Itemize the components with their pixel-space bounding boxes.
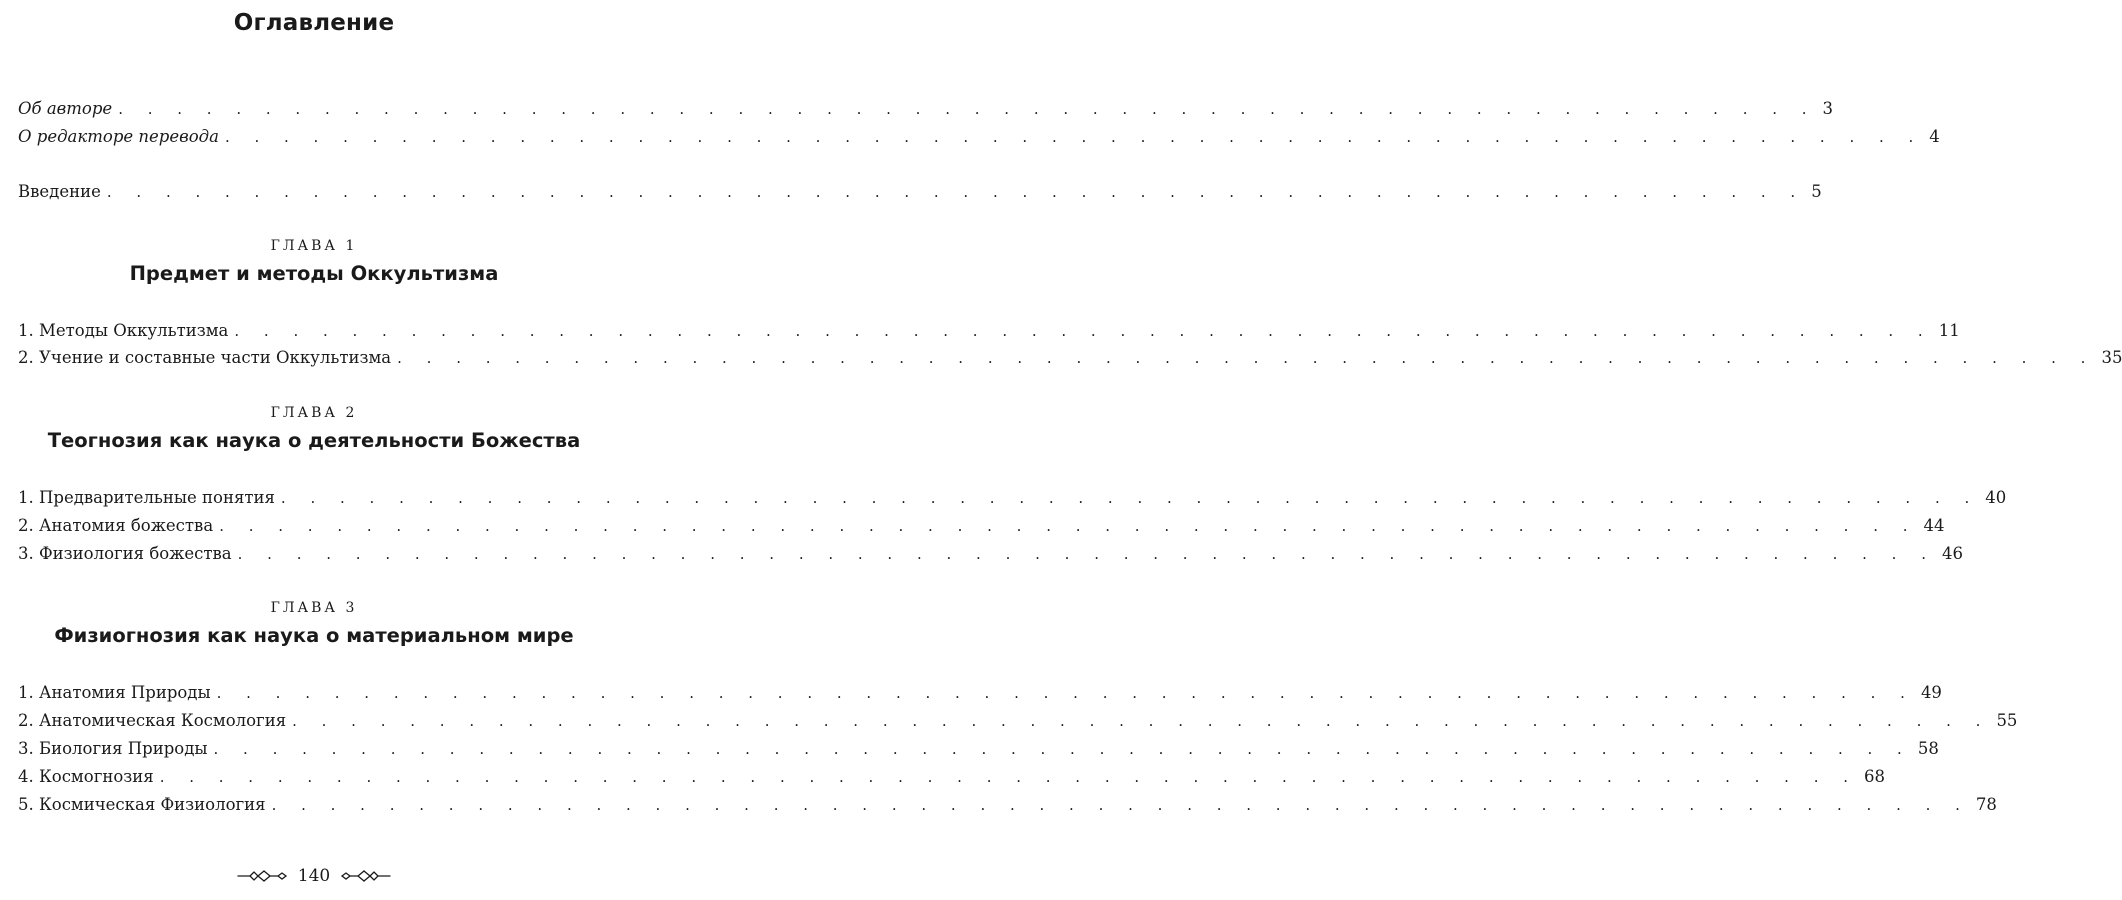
- toc-entry-introduction[interactable]: [18, 180, 1822, 204]
- toc-entry-label: 4. Космогнозия: [18, 767, 154, 786]
- toc-entry-label: 2. Анатомическая Космология: [18, 711, 287, 730]
- dot-leader: . . . . . . . . . . . . . . . . . . . . . . . . . . . . . . . . . . . . . . . . . . . . . . . . . . . . . . . . . .: [292, 712, 1991, 730]
- dot-leader: . . . . . . . . . . . . . . . . . . . . . . . . . . . . . . . . . . . . . . . . . . . . . . . . . . . . . . . . . .: [213, 740, 1912, 758]
- toc-entry-page: 40: [1985, 488, 2007, 507]
- chapter-2-label: ГЛАВА 2: [270, 405, 358, 421]
- toc-entry-ch2-2[interactable]: [18, 514, 1945, 538]
- toc-entry-ch3-3[interactable]: [18, 737, 1939, 761]
- toc-entry-page: 58: [1917, 739, 1939, 758]
- chapter-3-title: Физиогнозия как наука о материальном мире: [54, 624, 574, 647]
- ornament-left-icon: [236, 868, 288, 884]
- toc-entry-label: 3. Биология Природы: [18, 739, 208, 758]
- chapter-3-label: ГЛАВА 3: [270, 600, 358, 616]
- dot-leader: . . . . . . . . . . . . . . . . . . . . . . . . . . . . . . . . . . . . . . . . . . . . . . . . . . . . . . . . . .: [216, 684, 1915, 702]
- dot-leader: . . . . . . . . . . . . . . . . . . . . . . . . . . . . . . . . . . . . . . . . . . . . . . . . . . . . . . . . . .: [224, 128, 1924, 146]
- dot-leader: . . . . . . . . . . . . . . . . . . . . . . . . . . . . . . . . . . . . . . . . . . . . . . . . . . . . . . . . . .: [106, 183, 1806, 201]
- toc-entry-page: 49: [1920, 683, 1942, 702]
- page-title: Оглавление: [233, 10, 395, 36]
- toc-entry-ch3-5[interactable]: [18, 793, 1997, 817]
- toc-entry-ch3-1[interactable]: [18, 681, 1942, 705]
- toc-entry-label: 1. Предварительные понятия: [18, 488, 275, 507]
- chapter-1-title: Предмет и методы Оккультизма: [129, 262, 499, 285]
- toc-entry-ch3-4[interactable]: [18, 765, 1886, 789]
- toc-entry-page: 35: [2101, 348, 2122, 367]
- toc-entry-ch1-1[interactable]: [18, 319, 1960, 343]
- toc-entry-label: 1. Анатомия Природы: [18, 683, 211, 702]
- ornament-right-icon: [340, 868, 392, 884]
- toc-entry-label: Введение: [18, 182, 101, 201]
- toc-entry-page: 5: [1811, 182, 1822, 201]
- dot-leader: . . . . . . . . . . . . . . . . . . . . . . . . . . . . . . . . . . . . . . . . . . . . . . . . . . . . . . . . . .: [397, 349, 2096, 367]
- toc-entry-ch2-3[interactable]: [18, 542, 1963, 566]
- toc-entry-ch1-2[interactable]: [18, 346, 2122, 370]
- toc-entry-ch3-2[interactable]: [18, 709, 2018, 733]
- toc-entry-label: 2. Учение и составные части Оккультизма: [18, 348, 392, 367]
- dot-leader: . . . . . . . . . . . . . . . . . . . . . . . . . . . . . . . . . . . . . . . . . . . . . . . . . . . . . . . . . .: [280, 489, 1980, 507]
- toc-entry-about-author[interactable]: [18, 97, 1834, 121]
- toc-entry-label: Об авторе: [18, 99, 113, 118]
- page-number: 140: [297, 866, 331, 886]
- toc-entry-page: 4: [1929, 127, 1940, 146]
- toc-entry-label: 3. Физиология божества: [18, 544, 232, 563]
- toc-entry-page: 55: [1996, 711, 2018, 730]
- chapter-2-title: Теогнозия как наука о деятельности Божества: [47, 429, 581, 452]
- dot-leader: . . . . . . . . . . . . . . . . . . . . . . . . . . . . . . . . . . . . . . . . . . . . . . . . . . . . . . . . . .: [159, 768, 1859, 786]
- toc-entry-label: 1. Методы Оккультизма: [18, 321, 229, 340]
- dot-leader: . . . . . . . . . . . . . . . . . . . . . . . . . . . . . . . . . . . . . . . . . . . . . . . . . . . . . . . . . .: [271, 796, 1970, 814]
- dot-leader: . . . . . . . . . . . . . . . . . . . . . . . . . . . . . . . . . . . . . . . . . . . . . . . . . . . . . . . . . .: [219, 517, 1918, 535]
- toc-entry-label: О редакторе перевода: [18, 127, 219, 146]
- toc-entry-page: 68: [1864, 767, 1886, 786]
- toc-entry-page: 78: [1975, 795, 1997, 814]
- toc-entry-about-editor[interactable]: [18, 125, 1940, 149]
- chapter-1-label: ГЛАВА 1: [270, 238, 358, 254]
- toc-entry-page: 44: [1923, 516, 1945, 535]
- toc-entry-label: 2. Анатомия божества: [18, 516, 214, 535]
- toc-entry-page: 46: [1941, 544, 1963, 563]
- dot-leader: . . . . . . . . . . . . . . . . . . . . . . . . . . . . . . . . . . . . . . . . . . . . . . . . . . . . . . . . . .: [234, 322, 1933, 340]
- toc-entry-ch2-1[interactable]: [18, 486, 2007, 510]
- page-footer: [0, 866, 628, 886]
- dot-leader: . . . . . . . . . . . . . . . . . . . . . . . . . . . . . . . . . . . . . . . . . . . . . . . . . . . . . . . . . .: [237, 545, 1936, 563]
- toc-entry-page: 3: [1822, 99, 1834, 118]
- toc-entry-label: 5. Космическая Физиология: [18, 795, 266, 814]
- dot-leader: . . . . . . . . . . . . . . . . . . . . . . . . . . . . . . . . . . . . . . . . . . . . . . . . . . . . . . . . . .: [118, 100, 1817, 118]
- toc-entry-page: 11: [1938, 321, 1960, 340]
